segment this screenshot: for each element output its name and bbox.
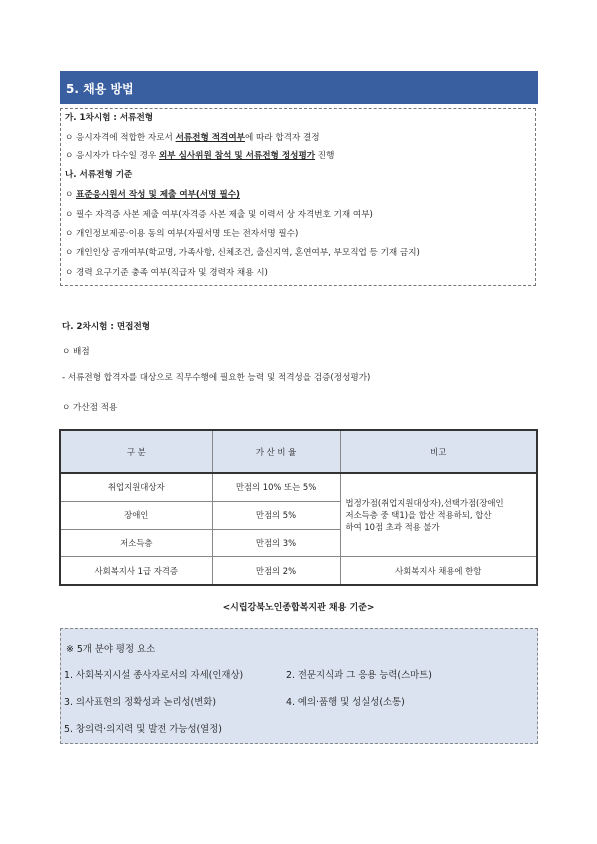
score-label: ㅇ 배점 xyxy=(62,347,90,357)
header-category: 구 분 xyxy=(60,430,212,473)
criteria-item: ㅇ 개인정보제공·이용 동의 여부(자필서명 또는 전자서명 필수) xyxy=(65,229,299,239)
criteria-item: ㅇ 표준응시원서 작성 및 제출 여부(서명 필수) xyxy=(65,190,240,200)
cell-note: 사회복지사 채용에 한함 xyxy=(340,557,537,585)
cell-rate: 만점의 3% xyxy=(212,529,340,557)
header-note: 비고 xyxy=(340,430,537,473)
cell-category: 사회복지사 1급 자격증 xyxy=(60,557,212,585)
evaluation-item: 3. 의사표현의 정확성과 논리성(변화) xyxy=(64,697,216,708)
second-exam-desc: - 서류전형 합격자를 대상으로 직무수행에 필요한 능력 및 적격성을 검증(정성평가) xyxy=(62,373,371,383)
evaluation-item: 5. 창의력·의지력 및 발전 가능성(열정) xyxy=(64,724,222,735)
header-rate: 가 산 비 율 xyxy=(212,430,340,473)
first-exam-heading: 가. 1차시험 : 서류전형 xyxy=(65,113,154,123)
section-title: 5. 채용 방법 xyxy=(66,82,134,96)
evaluation-item: 1. 사회복지시설 종사자로서의 자세(인재상) xyxy=(64,670,244,681)
bonus-points-table xyxy=(59,429,538,586)
first-exam-item: ㅇ 응시자가 다수일 경우 외부 심사위원 참석 및 서류전형 정성평가 진행 xyxy=(65,151,335,161)
bonus-label: ㅇ 가산점 적용 xyxy=(62,403,118,413)
cell-category: 저소득층 xyxy=(60,529,212,557)
cell-category: 장애인 xyxy=(60,501,212,529)
table-row xyxy=(60,557,537,585)
cell-rate: 만점의 2% xyxy=(212,557,340,585)
cell-rate: 만점의 5% xyxy=(212,501,340,529)
cell-rate: 만점의 10% 또는 5% xyxy=(212,473,340,501)
criteria-heading: 나. 서류전형 기준 xyxy=(65,170,133,180)
table-row xyxy=(60,473,537,501)
cell-merged-note: 법정가점(취업지원대상자),선택가점(장애인 저소득층 중 택1)을 합산 적용하되, 합산 하여 10점 초과 적용 불가 xyxy=(340,473,537,557)
evaluation-title: ※ 5개 분야 평정 요소 xyxy=(66,644,156,655)
table-header-row xyxy=(60,430,537,473)
evaluation-item: 4. 예의·품행 및 성실성(소통) xyxy=(286,697,405,708)
criteria-item: ㅇ 경력 요구기준 충족 여부(직급자 및 경력자 채용 시) xyxy=(65,268,268,278)
evaluation-item: 2. 전문지식과 그 응용 능력(스마트) xyxy=(286,670,432,681)
second-exam-heading: 다. 2차시험 : 면접전형 xyxy=(62,322,151,332)
criteria-item: ㅇ 개인인상 공개여부(학교명, 가족사항, 신체조건, 출신지역, 혼연여부, 부모직업 등 기재 금지) xyxy=(65,248,420,258)
hiring-criteria-caption: <시립강북노인종합복지관 채용 기준> xyxy=(222,603,375,613)
cell-category: 취업지원대상자 xyxy=(60,473,212,501)
criteria-item: ㅇ 필수 자격증 사본 제출 여부(자격증 사본 제출 및 이력서 상 자격번호 기재 여부) xyxy=(65,210,373,220)
first-exam-item: ㅇ 응시자격에 적합한 자로서 서류전형 적격여부에 따라 합격자 결정 xyxy=(65,133,320,143)
